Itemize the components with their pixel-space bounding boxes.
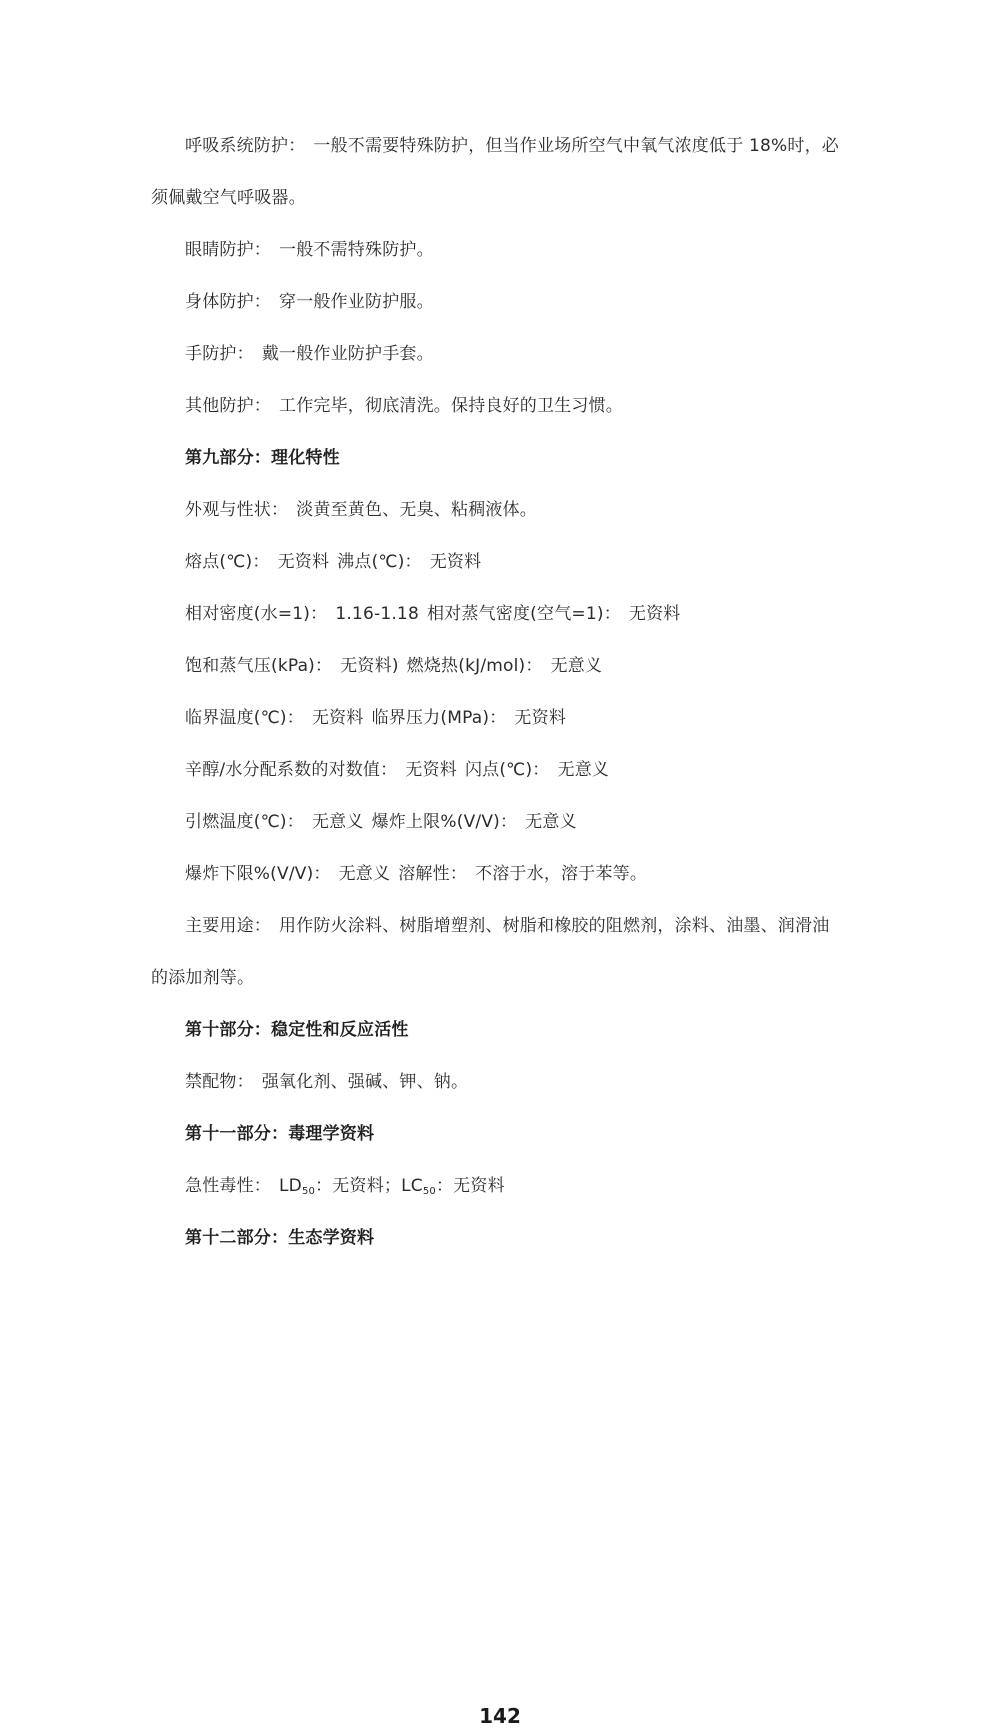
vapor-pressure-line <box>185 655 602 677</box>
ld50-value: ：无资料； <box>315 1176 402 1196</box>
melting-label: 熔点(℃)： <box>185 552 270 572</box>
main-use-text: 用作防火涂料、树脂增塑剂、树脂和橡胶的阻燃剂，涂料、油墨、润滑油 <box>279 916 830 936</box>
critical-pressure-label: 临界压力(MPa)： <box>371 708 507 728</box>
section-heading-part9: 第九部分：理化特性 <box>185 448 340 468</box>
boiling-label: 沸点(℃)： <box>337 552 422 572</box>
octanol-value: 无资料 <box>405 760 457 780</box>
main-use-text-cont: 的添加剂等。 <box>151 968 255 988</box>
flash-value: 无意义 <box>557 760 610 780</box>
main-use-label: 主要用途： <box>185 916 271 936</box>
body-label: 身体防护： <box>185 292 271 312</box>
solubility-label: 溶解性： <box>398 864 468 884</box>
vapor-density-label: 相对蒸气密度(空气=1)： <box>426 604 621 624</box>
lower-limit-label: 爆炸下限%(V/V)： <box>185 864 331 884</box>
ld50-prefix: LD <box>279 1176 302 1196</box>
lower-limit-value: 无意义 <box>338 864 391 884</box>
critical-line <box>185 707 566 729</box>
combustion-heat-value: 无意义 <box>550 656 603 676</box>
density-value: 1.16-1.18 <box>335 604 419 624</box>
critical-temp-value: 无资料 <box>311 708 364 728</box>
hand-label: 手防护： <box>185 344 254 364</box>
main-use-line <box>185 915 829 937</box>
page-number: 142 <box>479 1704 521 1728</box>
other-protection-line <box>185 395 623 417</box>
appearance-value: 淡黄至黄色、无臭、粘稠液体。 <box>296 500 538 520</box>
melting-value: 无资料 <box>277 552 330 572</box>
eye-label: 眼睛防护： <box>185 240 271 260</box>
section-heading-part12: 第十二部分：生态学资料 <box>185 1228 375 1248</box>
acute-toxicity-label: 急性毒性： <box>185 1176 271 1196</box>
hand-text: 戴一般作业防护手套。 <box>261 344 434 364</box>
respiratory-protection-line-cont <box>151 187 306 209</box>
octanol-label: 辛醇/水分配系数的对数值： <box>185 760 398 780</box>
other-label: 其他防护： <box>185 396 271 416</box>
acute-toxicity-line <box>185 1175 505 1203</box>
solubility-value: 不溶于水，溶于苯等。 <box>475 864 648 884</box>
incompatible-value: 强氧化剂、强碱、钾、钠。 <box>261 1072 469 1092</box>
vapor-pressure-value: 无资料) <box>340 656 399 676</box>
critical-pressure-value: 无资料 <box>514 708 567 728</box>
upper-limit-value: 无意义 <box>525 812 577 832</box>
combustion-heat-label: 燃烧热(kJ/mol)： <box>406 656 543 676</box>
ignition-value: 无意义 <box>311 812 364 832</box>
lc50-subscript: 50 <box>422 1186 436 1197</box>
eye-text: 一般不需特殊防护。 <box>279 240 434 260</box>
incompatible-line <box>185 1071 468 1093</box>
respiratory-label: 呼吸系统防护： <box>185 136 306 156</box>
ignition-label: 引燃温度(℃)： <box>185 812 304 832</box>
lc50-prefix: LC <box>401 1176 423 1196</box>
respiratory-text-cont: 须佩戴空气呼吸器。 <box>151 188 306 208</box>
lower-solubility-line <box>185 863 647 885</box>
density-line <box>185 603 681 625</box>
upper-limit-label: 爆炸上限%(V/V)： <box>371 812 518 832</box>
incompatible-label: 禁配物： <box>185 1072 254 1092</box>
section-heading-part10: 第十部分：稳定性和反应活性 <box>185 1020 409 1040</box>
other-text: 工作完毕，彻底清洗。保持良好的卫生习惯。 <box>279 396 623 416</box>
critical-temp-label: 临界温度(℃)： <box>185 708 304 728</box>
appearance-label: 外观与性状： <box>185 500 289 520</box>
octanol-flash-line <box>185 759 609 781</box>
eye-protection-line <box>185 239 434 261</box>
ignition-upper-line <box>185 811 577 833</box>
ld50-subscript: 50 <box>301 1186 316 1197</box>
section-heading-part11: 第十一部分：毒理学资料 <box>185 1124 375 1144</box>
lc50-value: ：无资料 <box>435 1176 505 1196</box>
appearance-line <box>185 499 537 521</box>
flash-label: 闪点(℃)： <box>464 760 550 780</box>
vapor-density-value: 无资料 <box>628 604 681 624</box>
vapor-pressure-label: 饱和蒸气压(kPa)： <box>185 656 333 676</box>
boiling-value: 无资料 <box>429 552 482 572</box>
melting-boiling-line <box>185 551 481 573</box>
hand-protection-line <box>185 343 434 365</box>
respiratory-text: 一般不需要特殊防护，但当作业场所空气中氧气浓度低于 18%时，必 <box>313 136 839 156</box>
body-protection-line <box>185 291 434 313</box>
main-use-line-cont <box>151 967 254 989</box>
body-text: 穿一般作业防护服。 <box>279 292 434 312</box>
density-label: 相对密度(水=1)： <box>185 604 328 624</box>
respiratory-protection-line <box>185 135 839 157</box>
